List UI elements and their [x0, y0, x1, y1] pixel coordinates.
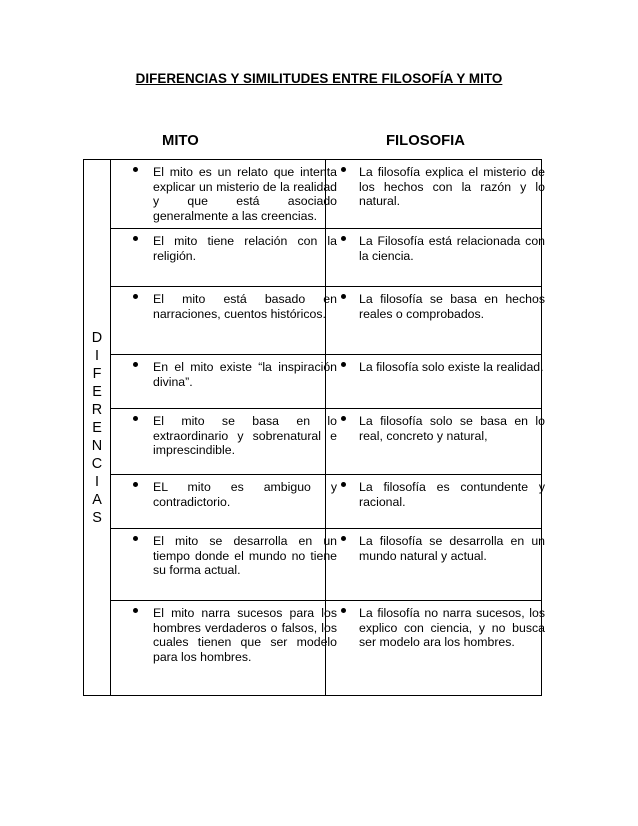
table-row — [84, 355, 542, 409]
filosofia-cell — [326, 287, 545, 355]
filosofia-text: La filosofía no narra sucesos, los explico con ciencia, y no busca ser modelo ara los hombres. — [359, 606, 545, 650]
filosofia-text: La filosofía solo existe la realidad. — [359, 360, 544, 374]
side-letter: R — [91, 401, 103, 418]
mito-text: El mito está basado en narraciones, cuentos históricos. — [153, 292, 337, 321]
side-letter: E — [92, 419, 102, 436]
filosofia-text: La filosofía explica el misterio de los hechos con la razón y lo natural. — [359, 165, 545, 209]
document-title: DIFERENCIAS Y SIMILITUDES ENTRE FILOSOFÍA Y MITO — [135, 71, 503, 86]
table-row — [84, 601, 542, 696]
bullet-icon — [133, 294, 138, 299]
side-letter: E — [92, 383, 102, 400]
bullet-icon — [133, 608, 138, 613]
mito-text: El mito se basa en lo extraordinario y sobrenatural e imprescindible. — [153, 414, 337, 458]
filosofia-cell — [326, 355, 542, 409]
table-row — [84, 160, 542, 229]
side-letter: D — [91, 329, 103, 346]
side-letter: F — [92, 365, 102, 382]
bullet-icon — [133, 362, 138, 367]
bullet-icon — [341, 416, 346, 421]
bullet-icon — [341, 608, 346, 613]
mito-text: El mito narra sucesos para los hombres verdaderos o falsos, los cuales tienen que ser modelo para los hombres. — [153, 606, 337, 664]
mito-text: EL mito es ambiguo y contradictorio. — [153, 480, 337, 509]
side-letter: I — [95, 347, 99, 364]
bullet-icon — [133, 536, 138, 541]
side-letter: A — [92, 491, 102, 508]
side-letter: C — [91, 455, 103, 472]
filosofia-text: La filosofía solo se basa en lo real, concreto y natural, — [359, 414, 545, 443]
table-row — [84, 229, 542, 287]
filosofia-cell — [326, 229, 545, 287]
bullet-icon — [133, 416, 138, 421]
filosofia-text: La Filosofía está relacionada con la ciencia. — [359, 234, 545, 263]
filosofia-cell — [326, 601, 545, 696]
table-row — [84, 475, 542, 529]
bullet-icon — [133, 167, 138, 172]
mito-text: El mito tiene relación con la religión. — [153, 234, 337, 263]
bullet-icon — [341, 362, 346, 367]
filosofia-cell — [326, 409, 545, 475]
mito-cell — [111, 355, 337, 409]
bullet-icon — [341, 482, 346, 487]
bullet-icon — [341, 236, 346, 241]
mito-cell — [111, 229, 337, 287]
mito-cell — [111, 601, 337, 696]
bullet-icon — [341, 294, 346, 299]
filosofia-text: La filosofía es contundente y racional. — [359, 480, 545, 509]
filosofia-cell — [326, 475, 545, 529]
side-letter: I — [95, 473, 99, 490]
filosofia-text: La filosofía se desarrolla en un mundo natural y actual. — [359, 534, 545, 563]
side-letter: S — [92, 509, 102, 526]
side-label-diferencias — [84, 160, 111, 696]
mito-cell — [111, 287, 337, 355]
filosofia-cell — [326, 529, 545, 601]
column-header-mito: MITO — [162, 133, 199, 149]
table-row — [84, 529, 542, 601]
comparison-table — [83, 159, 545, 696]
mito-cell — [111, 529, 337, 601]
mito-text: En el mito existe “la inspiración divina”. — [153, 360, 337, 389]
mito-cell — [111, 160, 337, 229]
mito-cell — [111, 409, 337, 475]
mito-text: El mito es un relato que intenta explicar un misterio de la realidad y que está asociado generalmente a las creencias. — [153, 165, 337, 223]
bullet-icon — [341, 536, 346, 541]
filosofia-text: La filosofía se basa en hechos reales o comprobados. — [359, 292, 545, 321]
bullet-icon — [133, 482, 138, 487]
table-row — [84, 409, 542, 475]
side-letter: N — [91, 437, 103, 454]
mito-text: El mito se desarrolla en un tiempo donde el mundo no tiene su forma actual. — [153, 534, 337, 578]
bullet-icon — [133, 236, 138, 241]
filosofia-cell — [326, 160, 545, 229]
table-row — [84, 287, 542, 355]
column-header-filosofia: FILOSOFIA — [386, 133, 465, 149]
mito-cell — [111, 475, 337, 529]
bullet-icon — [341, 167, 346, 172]
